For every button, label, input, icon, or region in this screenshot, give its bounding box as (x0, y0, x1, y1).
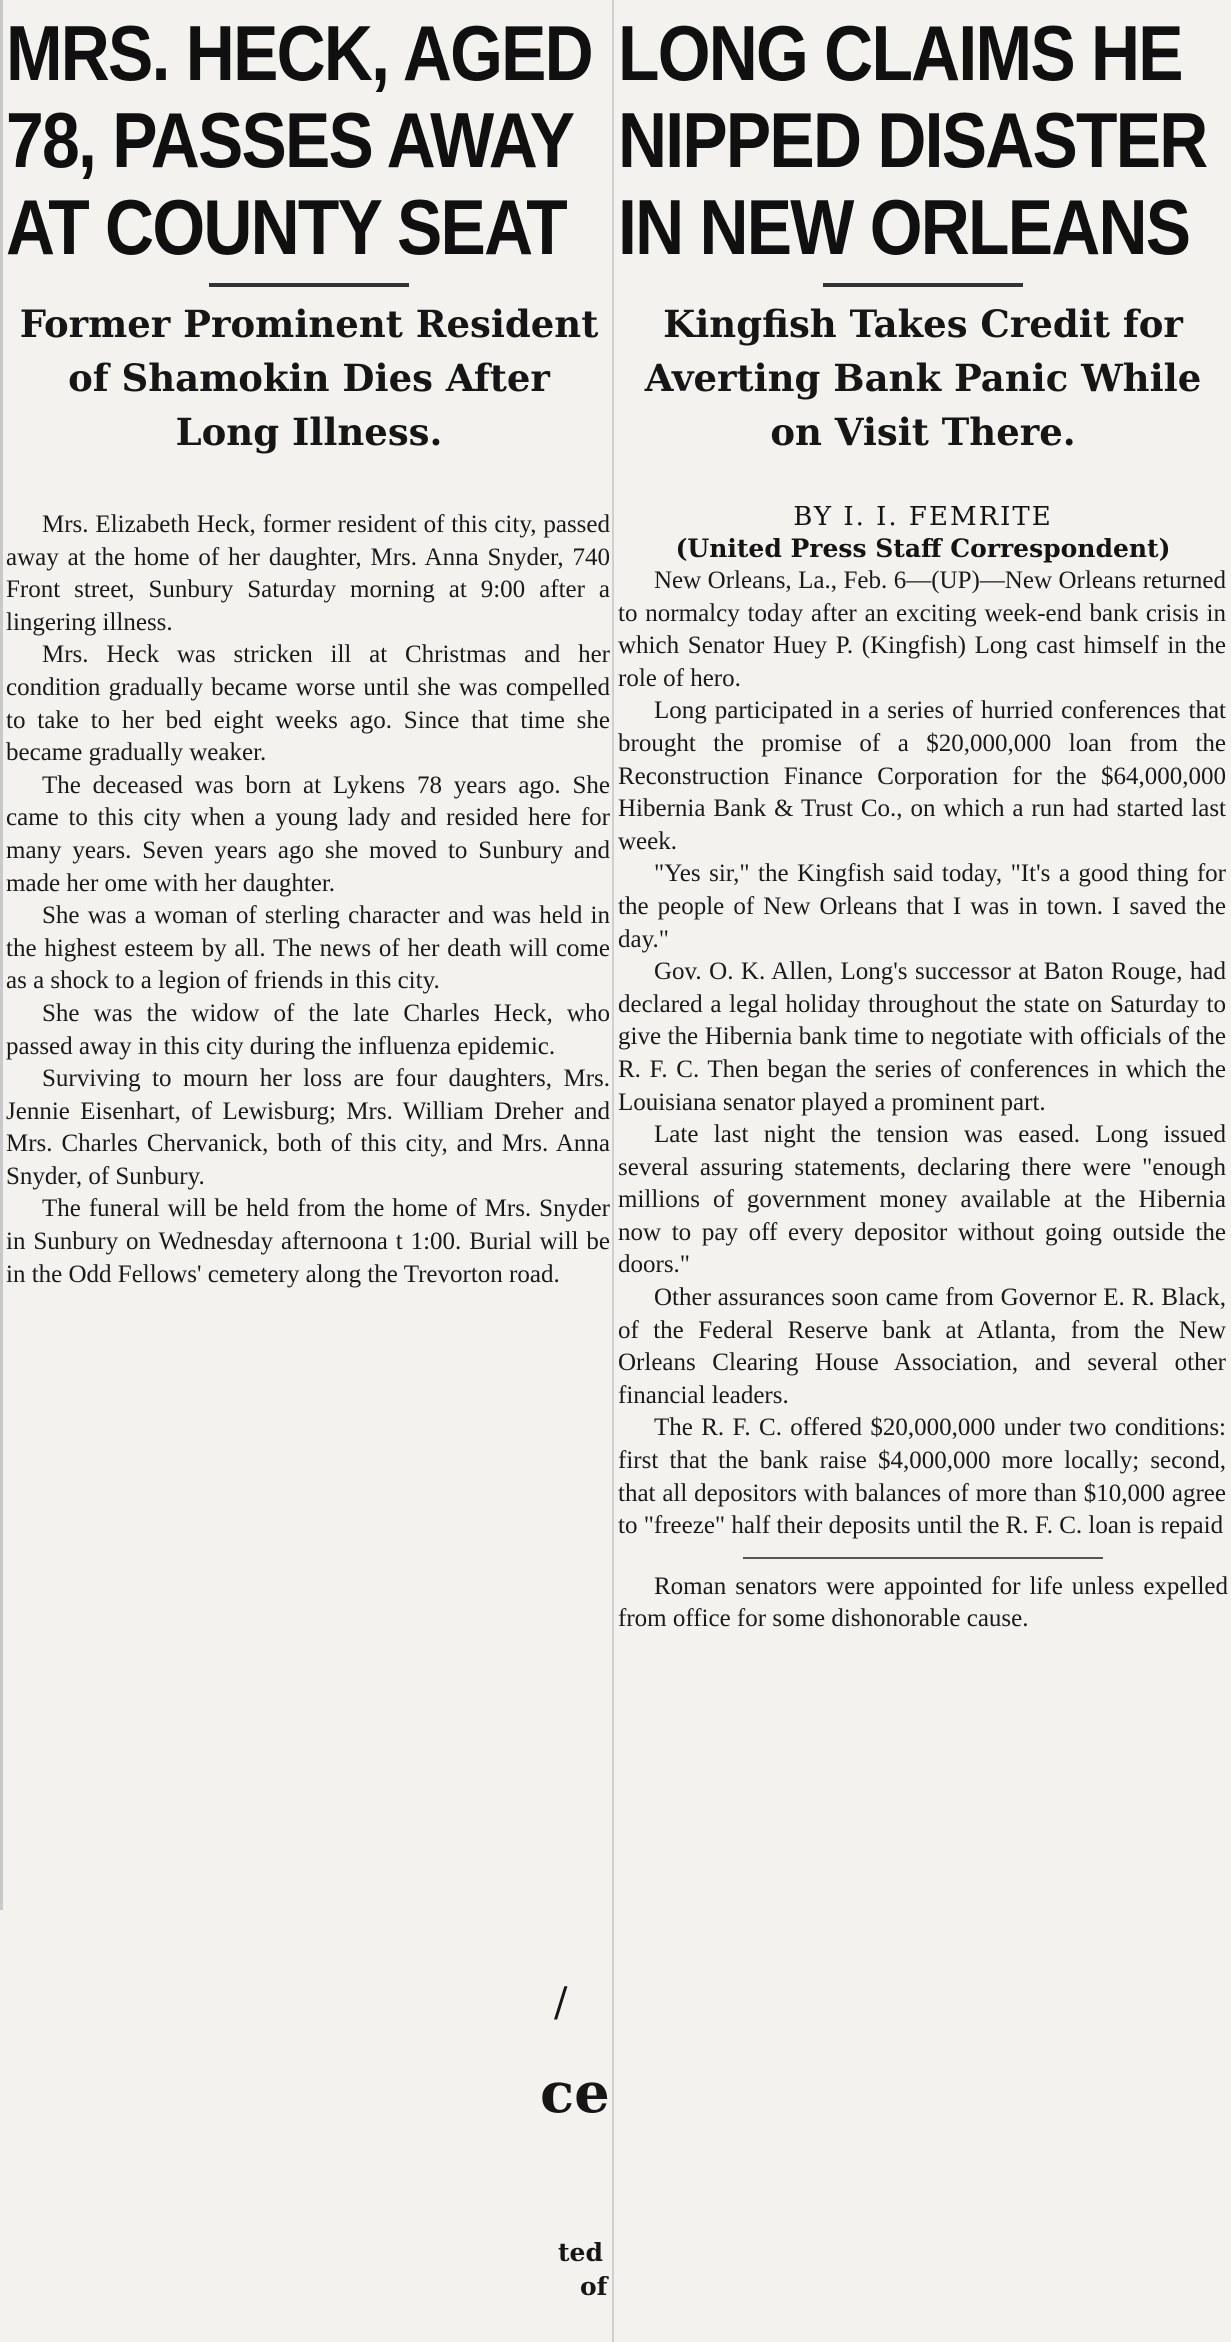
article-paragraph: The deceased was born at Lykens 78 years ago. She came to this city when a young lady and resided here for many years. Seven years ago she moved to Sunbury and made her ome with her daughter. (6, 771, 610, 897)
subhead-line: of Shamokin Dies After (68, 356, 550, 400)
subhead-line: Long Illness. (175, 410, 443, 454)
right-subhead (618, 297, 1228, 459)
subhead-line: Kingfish Takes Credit for (663, 302, 1183, 346)
article-paragraph: Surviving to mourn her loss are four daughters, Mrs. Jennie Eisenhart, of Lewisburg; Mrs. William Dreher and Mrs. Charles Chervanick, both of this city, and Mrs. Anna Snyder, of Sunbury. (6, 1065, 610, 1190)
left-article-body (6, 509, 612, 1291)
headline-line: AT COUNTY SEAT (6, 183, 567, 271)
headline-rule (823, 283, 1023, 287)
page-edge-rule (0, 0, 3, 1910)
fragment-text: / (554, 1980, 568, 2026)
right-article (618, 0, 1228, 1636)
filler-paragraph: Roman senators were appointed for life unless expelled from office for some dishonorable cause. (618, 1572, 1228, 1633)
column-rule (612, 0, 614, 2342)
right-article-body (618, 565, 1228, 1543)
subhead-line: Former Prominent Resident (19, 302, 599, 346)
subhead-line: on Visit There. (770, 410, 1076, 454)
article-paragraph: Other assurances soon came from Governor E. R. Black, of the Federal Reserve bank at Atlanta, from the New Orleans Clearing House Association, and several other financial leaders. (618, 1284, 1226, 1409)
article-paragraph: She was a woman of sterling character and was held in the highest esteem by all. The news of her death will come as a shock to a legion of friends in this city. (6, 902, 610, 995)
fragment-text: ce (540, 2060, 610, 2126)
fragment-text: ted (558, 2238, 603, 2267)
article-paragraph: Long participated in a series of hurried conferences that brought the promise of a $20,000,000 loan from the Reconstruction Finance Corporation for the $64,000,000 Hibernia Bank & Trust Co., on which a run had started last week. (618, 697, 1226, 855)
article-paragraph: New Orleans, La., Feb. 6—(UP)—New Orleans returned to normalcy today after an exciting week-end bank crisis in which Senator Huey P. (Kingfish) Long cast himself in the role of hero. (618, 567, 1226, 692)
headline-line: MRS. HECK, AGED (6, 9, 592, 97)
byline-org: (United Press Staff Correspondent) (675, 534, 1171, 563)
left-headline (6, 0, 592, 271)
article-paragraph: The R. F. C. offered $20,000,000 under two conditions: first that the bank raise $4,000,000 more locally; second, that all depositors with balances of more than $10,000 agree to "freeze" half their deposits until the R. F. C. loan is repaid (618, 1414, 1226, 1540)
headline-line: IN NEW ORLEANS (618, 183, 1190, 271)
article-paragraph: Gov. O. K. Allen, Long's successor at Baton Rouge, had declared a legal holiday throughout the state on Saturday to give the Hibernia bank time to negotiate with officials of the R. F. C. Then began the series of conferences in which the Louisiana senator played a prominent part. (618, 958, 1226, 1116)
article-paragraph: Mrs. Elizabeth Heck, former resident of this city, passed away at the home of her daughter, Mrs. Anna Snyder, 740 Front street, Sunbury Saturday morning at 9:00 after a lingering illness. (6, 511, 610, 636)
article-paragraph: Late last night the tension was eased. Long issued several assuring statements, declaring there were "enough millions of government money available at the Hibernia now to pay off every depositor without going outside the doors." (618, 1121, 1226, 1279)
article-paragraph: She was the widow of the late Charles Heck, who passed away in this city during the influenza epidemic. (6, 999, 610, 1060)
byline-name: BY I. I. FEMRITE (793, 502, 1053, 532)
article-paragraph: "Yes sir," the Kingfish said today, "It's a good thing for the people of New Orleans that I was in town. I saved the day." (618, 860, 1226, 953)
article-paragraph: The funeral will be held from the home of Mrs. Snyder in Sunbury on Wednesday afternoona t 1:00. Burial will be in the Odd Fellows' cemetery along the Trevorton road. (6, 1195, 610, 1288)
fragment-text: of (580, 2272, 608, 2301)
filler-rule (743, 1557, 1103, 1559)
right-headline (618, 0, 1207, 271)
headline-line: 78, PASSES AWAY (6, 96, 574, 184)
filler-item (618, 1571, 1228, 1636)
subhead-line: Averting Bank Panic While (644, 356, 1202, 400)
headline-line: NIPPED DISASTER (618, 96, 1207, 184)
headline-rule (209, 283, 409, 287)
article-paragraph: Mrs. Heck was stricken ill at Christmas and her condition gradually became worse until she was compelled to take to her bed eight weeks ago. Since that time she became gradually weaker. (6, 641, 610, 767)
left-subhead (6, 297, 612, 459)
headline-line: LONG CLAIMS HE (618, 9, 1182, 97)
left-article (6, 0, 612, 1291)
